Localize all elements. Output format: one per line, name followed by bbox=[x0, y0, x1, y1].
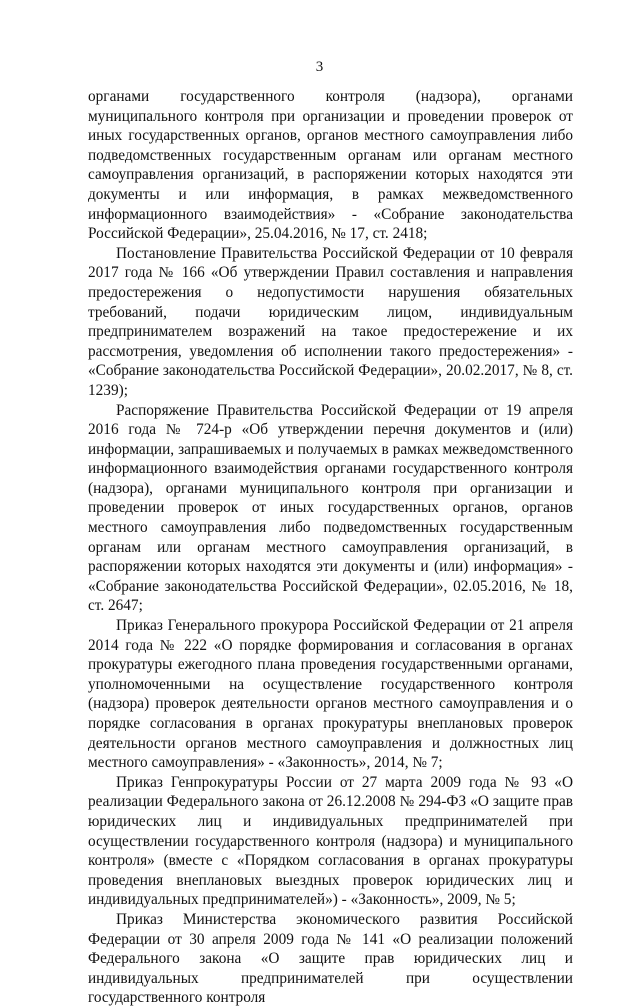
paragraph-4: Приказ Генерального прокурора Российской Федерации от 21 апреля 2014 года № 222 «О порядке формирования и согласования в органах прокуратуры ежегодного плана проведения государственными органами, уполномоченными на осуществление государственного контроля (надзора) проверок деятельности органов местного самоуправления и о порядке согласования в органах прокуратуры внеплановых проверок деятельности органов местного самоуправления и должностных лиц местного самоуправления» - «Законность», 2014, № 7; bbox=[88, 617, 573, 772]
paragraph-3: Распоряжение Правительства Российской Федерации от 19 апреля 2016 года № 724-р «Об утверждении перечня документов и (или) информации, запрашиваемых и получаемых в рамках межведомственного информационного взаимодействия органами государственного контроля (надзора), органами муниципального контроля при организации и проведении проверок от иных государственных органов, органов местного самоуправления либо подведомственных государственным органам или органам местного самоуправления организаций, в распоряжении которых находятся эти документы и (или) информация» - «Собрание законодательства Российской Федерации», 02.05.2016, № 18, ст. 2647; bbox=[88, 401, 573, 615]
document-body bbox=[88, 87, 573, 1008]
paragraph-1: органами государственного контроля (надзора), органами муниципального контроля при организации и проведении проверок от иных государственных органов, органов местного самоуправления либо подведомственных государственным органам или органам местного самоуправления организаций, в распоряжении которых находятся эти документы и или информация, в рамках межведомственного информационного взаимодействия» - «Собрание законодательства Российской Федерации», 25.04.2016, № 17, ст. 2418; bbox=[88, 88, 573, 243]
paragraph-5: Приказ Генпрокуратуры России от 27 марта 2009 года № 93 «О реализации Федерального закона от 26.12.2008 № 294-ФЗ «О защите прав юридических лиц и индивидуальных предпринимателей при осуществлении государственного контроля (надзора) и муниципального контроля» (вместе с «Порядком согласования в органах прокуратуры проведения внеплановых выездных проверок юридических лиц и индивидуальных предпринимателей») - «Законность», 2009, № 5; bbox=[88, 773, 573, 909]
paragraph-6: Приказ Министерства экономического развития Российской Федерации от 30 апреля 2009 года № 141 «О реализации положений Федерального закона «О защите прав юридических лиц и индивидуальных предпринимателей при осуществлении государственного контроля bbox=[88, 910, 573, 1007]
page-number: 3 bbox=[315, 59, 324, 75]
paragraph-2: Постановление Правительства Российской Федерации от 10 февраля 2017 года № 166 «Об утверждении Правил составления и направления предостережения о недопустимости нарушения обязательных требований, подачи юридическим лицом, индивидуальным предпринимателем возражений на такое предостережение и их рассмотрения, уведомления об исполнении такого предостережения» - «Собрание законодательства Российской Федерации», 20.02.2017, № 8, ст. 1239); bbox=[88, 244, 573, 399]
